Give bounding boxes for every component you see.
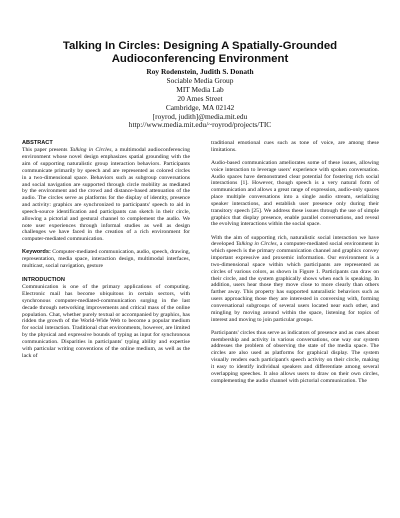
author-group: Sociable Media Group xyxy=(166,75,234,85)
abstract-heading: ABSTRACT xyxy=(22,140,53,146)
author-block xyxy=(20,68,380,130)
right-paragraph-2: Audio-based communication ameliorates some of these issues, allowing voice interaction to leverage users' experience with spoken conversation. Audio spaces have demonstrated clear potential for fostering rich social interactions [1]. However, though speech is a very natural form of communication and allows a great range of expression, audio-only spaces place multiple conversations into a single audio stream, serializing speaker interactions, and establish user presence only during their transitory speech [25]. We address these issues through the use of simple graphics that display presence, enable parallel conversations, and reveal the evolving interactions within the social space. xyxy=(211,159,379,228)
right-paragraph-4: Participants' circles thus serve as indicators of presence and as cues about membership and activity in various conversations, one way our system addresses the problem of observing the state of the media space. The circles are also used as platforms for graphical display. The system visually renders each participant's speech activity on their circle, making it easy to identify individual speakers and differentiate among several overlapping speeches. It also allows users to draw on their own circles, complementing the audio channel with pictorial communication. The xyxy=(211,329,379,384)
abstract-system-name: Talking in Circles xyxy=(69,147,112,154)
right-paragraph-3 xyxy=(211,235,379,324)
author-city: Cambridge, MA 02142 xyxy=(165,102,235,112)
left-column xyxy=(22,140,190,366)
author-names: Roy Rodenstein, Judith S. Donath xyxy=(146,67,254,76)
author-street: 20 Ames Street xyxy=(177,93,223,103)
right-paragraph-3-rest: , a computer-mediated social environment in which speech is the primary communication channel and graphics convey important expressive and proxemic information. Our environment is a two-dimensional space within which participants are represented as circles of various colors, as shown in Figure 1. Participants can draw on their circle, and the system graphically shows when each is speaking. In addition, users hear those they move close to more clearly than others farther away. This property has supported naturalistic behaviors such as users approaching those they are interested in conversing with, forming conversational subgroups of several users located near each other, and mingling by moving around within the space, listening for topics of interest and moving to join particular groups. xyxy=(211,241,379,323)
abstract-text xyxy=(22,147,190,243)
keywords-label: Keywords: xyxy=(22,249,51,256)
author-lab: MIT Media Lab xyxy=(176,84,224,94)
right-paragraph-1: traditional emotional cues such as tone of voice, are among these limitations. xyxy=(211,140,379,153)
right-column xyxy=(211,140,379,391)
project-url: http://www.media.mit.edu/~royrod/projects/TIC xyxy=(128,120,272,130)
right-paragraph-3-start: With the aim of supporting rich, naturalistic social interaction we have developed xyxy=(211,234,379,248)
paper-title: Talking In Circles: Designing A Spatially-Grounded Audioconferencing Environment xyxy=(62,40,338,65)
abstract-text-rest: , a multimodal audioconferencing environment whose novel design emphasizes spatial grounding with the aim of supporting naturalistic group interaction behaviors. Participants communicate primarily by speech and are represented as colored circles in a two-dimensional space. Behaviors such as subgroup conversations and social navigation are supported through circle mobility as mediated by the environment and the crowd and distance-based attenuation of the audio. The circles serve as platforms for the display of identity, presence and activity: graphics are synchronized to participants' speech to aid in speech-source identification and participants can sketch in their circle, allowing a pictorial and gestural channel to complement the audio. We note user experiences through informal studies as well as design challenges we have faced in the creation of a rich environment for computer-mediated communication. xyxy=(22,147,190,243)
right-paragraph-3-system-name: Talking in Circles xyxy=(235,241,277,248)
keywords-text: Computer-mediated communication, audio, speech, drawing, representation, media space, interaction design, multimodal interfaces, multicast, social navigation, gesture xyxy=(22,249,190,269)
introduction-heading: INTRODUCTION xyxy=(22,276,65,283)
abstract-text-start: This paper presents xyxy=(22,147,70,154)
keywords-paragraph xyxy=(22,249,190,270)
introduction-text: Communication is one of the primary applications of computing. Electronic mail has become ubiquitous in certain sectors, with synchronous computer-mediated-communication surging in the last decade through networking improvements and critical mass of the online population. Chat, whether purely textual or accompanied by graphics, has ridden the growth of the World-Wide Web to become a popular medium for social interaction. Traditional chat environments, however, are limited by the physical and expressive bounds of typing as input for synchronous communication. Disparities in participants' typing ability and expertise with particular writing conventions of the online medium, as well as the lack of xyxy=(22,284,190,359)
author-email: [royrod, judith]@media.mit.edu xyxy=(152,111,248,121)
